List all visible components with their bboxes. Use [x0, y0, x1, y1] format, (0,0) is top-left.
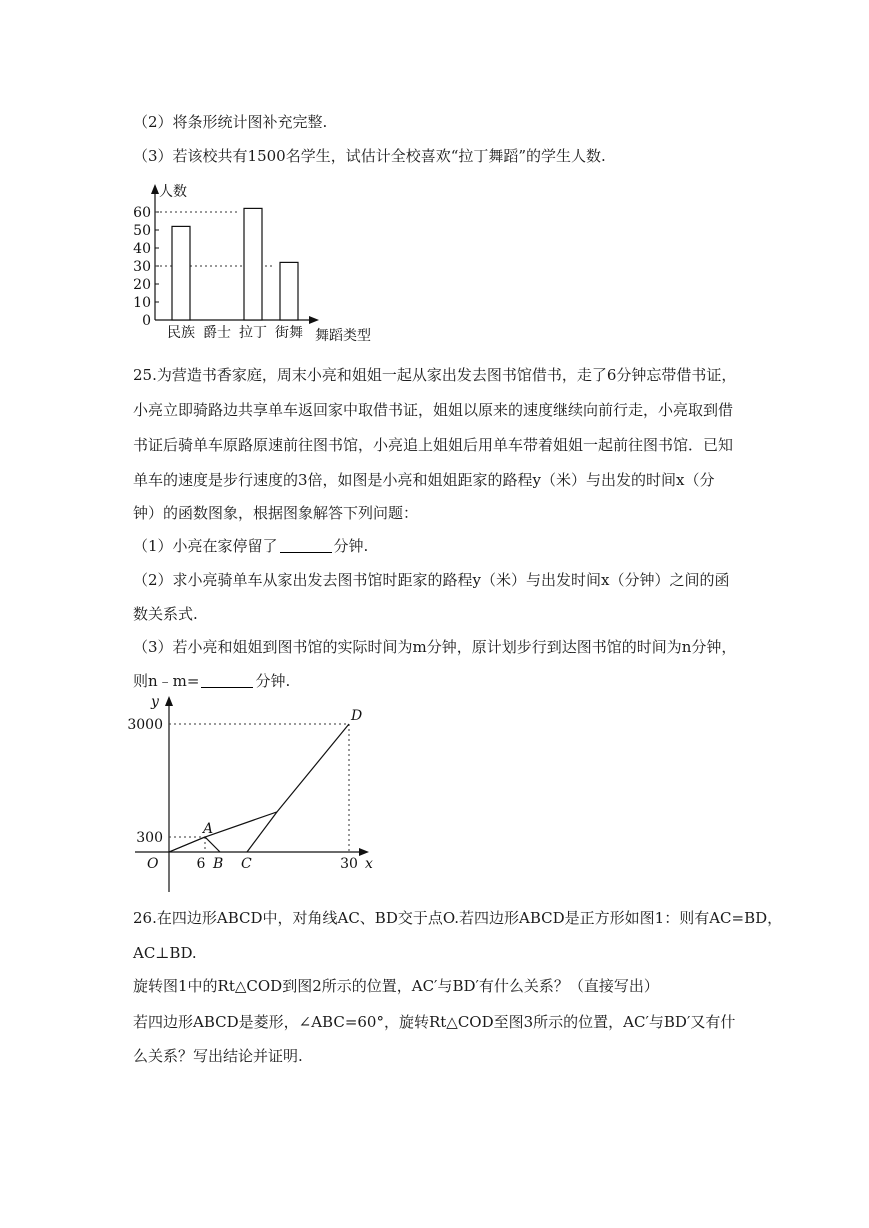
q25-part1-text: （1）小亮在家停留了 [133, 537, 278, 555]
graph-y-tick-label: 300 [136, 830, 163, 846]
point-label-b: B [213, 856, 224, 872]
bar-category-label: 街舞 [275, 325, 303, 341]
q25-part3-text: 则n﹣m= [133, 672, 200, 690]
q25-para-3: 书证后骑单车原路原速前往图书馆，小亮追上姐姐后用单车带着姐姐一起前往图书馆．已知 [133, 436, 734, 454]
graph-x-tick-label: 30 [340, 856, 358, 872]
q25-para-1: 25.为营造书香家庭，周末小亮和姐姐一起从家出发去图书馆借书，走了6分钟忘带借书证， [133, 366, 737, 384]
q26-para-3: 旋转图1中的Rt△COD到图2所示的位置，AC′与BD′有什么关系？（直接写出） [133, 977, 659, 995]
bar-xlabel: 舞蹈类型 [315, 328, 371, 344]
q25-para-4: 单车的速度是步行速度的3倍，如图是小亮和姐姐距家的路程y（米）与出发的时间x（分 [133, 471, 715, 489]
bar-y-tick-label: 60 [133, 205, 151, 221]
bar-0 [172, 226, 190, 320]
bar-x-arrow [309, 316, 319, 324]
q25-para-2: 小亮立即骑路边共享单车返回家中取借书证，姐姐以原来的速度继续向前行走，小亮取到借 [133, 401, 734, 419]
q25-part3-unit: 分钟. [255, 672, 291, 690]
graph-x-arrow [359, 848, 369, 856]
point-label-a: A [203, 821, 214, 837]
q25-part2-a: （2）求小亮骑单车从家出发去图书馆时距家的路程y（米）与出发时间x（分钟）之间的函 [133, 571, 730, 589]
q25-part1-unit: 分钟. [333, 537, 369, 555]
q25-part3-b [133, 671, 290, 691]
graph-series-2 [247, 812, 277, 852]
bar-y-tick-label: 20 [133, 277, 151, 293]
bar-y-tick-label: 40 [133, 241, 151, 257]
q24-part3: （3）若该校共有1500名学生，试估计全校喜欢“拉丁舞蹈”的学生人数. [133, 147, 606, 165]
q24-part2: （2）将条形统计图补充完整. [133, 113, 328, 131]
answer-blank [280, 538, 332, 553]
graph-series-1 [169, 724, 349, 852]
point-label-d: D [351, 708, 363, 724]
graph-xlabel: x [365, 856, 373, 872]
function-graph [125, 692, 385, 892]
q25-part1 [133, 536, 368, 556]
graph-series-0 [169, 837, 220, 852]
bar-category-label: 民族 [167, 325, 195, 341]
graph-y-arrow [165, 696, 173, 706]
q25-para-5: 钟）的函数图象，根据图象解答下列问题： [133, 504, 419, 522]
q25-part3-a: （3）若小亮和姐姐到图书馆的实际时间为m分钟，原计划步行到达图书馆的时间为n分钟， [133, 638, 737, 656]
graph-y-tick-label: 3000 [127, 717, 163, 733]
graph-ylabel: y [151, 694, 159, 710]
point-label-c: C [241, 856, 252, 872]
q26-para-5: 么关系？写出结论并证明. [133, 1047, 303, 1065]
q25-part2-b: 数关系式. [133, 605, 198, 623]
bar-ylabel: 人数 [159, 184, 187, 200]
answer-blank [201, 673, 253, 688]
bar-category-label: 拉丁 [239, 325, 267, 341]
bar-3 [280, 262, 298, 320]
bar-category-label: 爵士 [203, 325, 231, 341]
bar-chart [125, 180, 385, 350]
bar-y-tick-label: 0 [142, 313, 151, 329]
bar-y-tick-label: 10 [133, 295, 151, 311]
graph-origin: O [147, 856, 159, 872]
q26-para-4: 若四边形ABCD是菱形，∠ABC=60°，旋转Rt△COD至图3所示的位置，AC′与BD′又有什 [133, 1013, 736, 1031]
bar-y-tick-label: 30 [133, 259, 151, 275]
bar-2 [244, 208, 262, 320]
q26-para-1: 26.在四边形ABCD中，对角线AC、BD交于点O.若四边形ABCD是正方形如图1：则有AC=BD， [133, 909, 783, 927]
graph-x-tick-label: 6 [196, 856, 206, 872]
q26-para-2: AC⊥BD. [133, 944, 197, 962]
bar-y-tick-label: 50 [133, 223, 151, 239]
bar-y-arrow [151, 184, 159, 194]
